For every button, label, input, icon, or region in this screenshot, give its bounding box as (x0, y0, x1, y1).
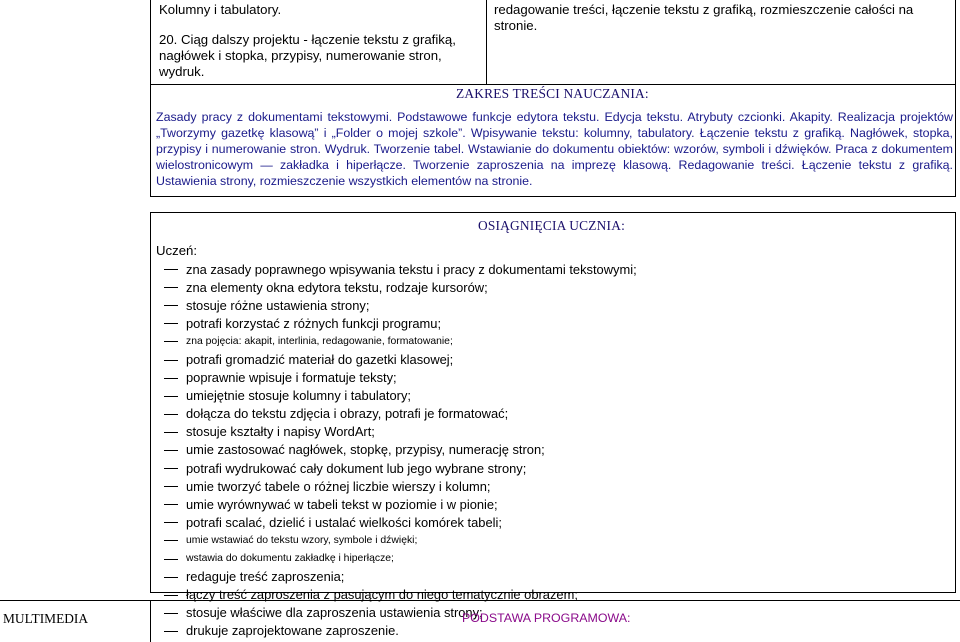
table-border-right-osiag (955, 212, 956, 592)
dash-bullet-icon (164, 613, 178, 614)
table-border-row3 (150, 212, 956, 213)
table-border-right-top (955, 0, 956, 84)
list-item-text: stosuje różne ustawienia strony; (186, 297, 370, 313)
list-item (160, 296, 637, 314)
dash-bullet-icon (164, 522, 178, 523)
dash-bullet-icon (164, 631, 178, 632)
dash-bullet-icon (164, 269, 178, 270)
list-item (160, 495, 637, 513)
list-item-text: łączy treść zaproszenia z pasującym do niego tematycznie obrazem; (186, 587, 578, 603)
list-item-text: umie zastosować nagłówek, stopkę, przypisy, numerację stron; (186, 442, 545, 458)
table-border-footer-mid (150, 600, 151, 642)
list-item (160, 278, 637, 296)
list-item (160, 459, 637, 477)
osiagniecia-heading: OSIĄGNIĘCIA UCZNIA: (478, 218, 625, 233)
list-item-text: stosuje właściwe dla zaproszenia ustawienia strony; (186, 605, 483, 621)
table-border-left-top (150, 0, 151, 84)
list-item (160, 350, 637, 368)
top-left-line1: Kolumny i tabulatory. (159, 2, 282, 17)
table-border-row2 (150, 196, 956, 197)
list-item-text: dołącza do tekstu zdjęcia i obrazy, potrafi je formatować; (186, 406, 509, 422)
table-border-left-osiag (150, 212, 151, 592)
dash-bullet-icon (164, 414, 178, 415)
list-item (160, 423, 637, 441)
dash-bullet-icon (164, 360, 178, 361)
top-left-item: 20. Ciąg dalszy projektu - łączenie tekstu z grafiką, nagłówek i stopka, przypisy, numerowanie stron, wydruk. (159, 32, 456, 79)
dash-bullet-icon (164, 305, 178, 306)
list-item-text: umie tworzyć tabele o różnej liczbie wierszy i kolumn; (186, 478, 491, 494)
list-item (160, 260, 637, 278)
list-item (160, 568, 637, 586)
list-item (160, 369, 637, 387)
table-border-row1 (150, 84, 956, 85)
list-item (160, 441, 637, 459)
table-border-right-zakres (955, 84, 956, 196)
list-item-text: potrafi korzystać z różnych funkcji programu; (186, 315, 442, 331)
dash-bullet-icon (164, 468, 178, 469)
dash-bullet-icon (164, 450, 178, 451)
list-item-text: zna zasady poprawnego wpisywania tekstu i pracy z dokumentami tekstowymi; (186, 261, 637, 277)
list-item-text: stosuje kształty i napisy WordArt; (186, 424, 375, 440)
table-border-mid-top (486, 0, 487, 84)
list-item-text: potrafi gromadzić materiał do gazetki klasowej; (186, 352, 454, 368)
footer-podstawa: PODSTAWA PROGRAMOWA: (462, 611, 631, 625)
dash-bullet-icon (164, 504, 178, 505)
list-item (160, 513, 637, 531)
list-item-text: drukuje zaprojektowane zaproszenie. (186, 623, 399, 639)
list-item-text: umie wstawiać do tekstu wzory, symbole i dźwięki; (186, 534, 418, 546)
list-item (160, 586, 637, 604)
dash-bullet-icon (164, 577, 178, 578)
list-item-text: potrafi scalać, dzielić i ustalać wielkości komórek tabeli; (186, 514, 502, 530)
table-border-left-zakres (150, 84, 151, 196)
zakres-section (156, 110, 953, 190)
zakres-heading: ZAKRES TREŚCI NAUCZANIA: (456, 86, 649, 101)
dash-bullet-icon (164, 432, 178, 433)
footer-multimedia: MULTIMEDIA (3, 611, 89, 626)
dash-bullet-icon (164, 341, 178, 342)
list-item-text: umiejętnie stosuje kolumny i tabulatory; (186, 388, 411, 404)
dash-bullet-icon (164, 595, 178, 596)
list-item (160, 531, 637, 549)
top-right-text: redagowanie treści, łączenie tekstu z grafiką, rozmieszczenie całości na stronie. (494, 2, 914, 33)
list-item (160, 314, 637, 332)
list-item (160, 387, 637, 405)
dash-bullet-icon (164, 540, 178, 541)
list-item (160, 332, 637, 350)
list-item (160, 477, 637, 495)
dash-bullet-icon (164, 287, 178, 288)
list-item-text: zna elementy okna edytora tekstu, rodzaje kursorów; (186, 279, 488, 295)
dash-bullet-icon (164, 378, 178, 379)
list-item (160, 405, 637, 423)
top-left-cell (159, 2, 477, 80)
list-item-text: poprawnie wpisuje i formatuje teksty; (186, 370, 397, 386)
dash-bullet-icon (164, 323, 178, 324)
list-item-text: wstawia do dokumentu zakładkę i hiperłącze; (186, 553, 394, 565)
list-item-text: zna pojęcia: akapit, interlinia, redagowanie, formatowanie; (186, 335, 453, 347)
list-item-text: potrafi wydrukować cały dokument lub jego wybrane strony; (186, 460, 527, 476)
dash-bullet-icon (164, 559, 178, 560)
list-item-text: umie wyrównywać w tabeli tekst w poziomie i w pionie; (186, 496, 498, 512)
list-item (160, 550, 637, 568)
list-item-text: redaguje treść zaproszenia; (186, 569, 345, 585)
zakres-paragraph: Zasady pracy z dokumentami tekstowymi. Podstawowe funkcje edytora tekstu. Edycja tekstu. Atrybuty czcionki. Akapity. Realizacja projektów „Tworzymy gazetkę klasową” i „Folder o mojej szkole”. Wpisywanie tekstu: kolumny, tabulatory. Łączenie tekstu z grafiką. Nagłówek, stopka, przypisy i numerowanie stron. Wydruk. Tworzenie tabel. Wstawianie do dokumentu obiektów: wzorów, symboli i dźwięków. Praca z dokumentem wielostronicowym — zakładka i hiperłącze. Tworzenie zaproszenia na imprezę klasową. Redagowanie treści. Łączenie tekstu z grafiką. Ustawienia strony, rozmieszczenie wszystkich elementów na stronie. (156, 110, 953, 188)
uczen-label: Uczeń: (156, 243, 198, 258)
dash-bullet-icon (164, 486, 178, 487)
top-right-cell (494, 2, 954, 34)
achievements-list (160, 260, 637, 640)
dash-bullet-icon (164, 396, 178, 397)
